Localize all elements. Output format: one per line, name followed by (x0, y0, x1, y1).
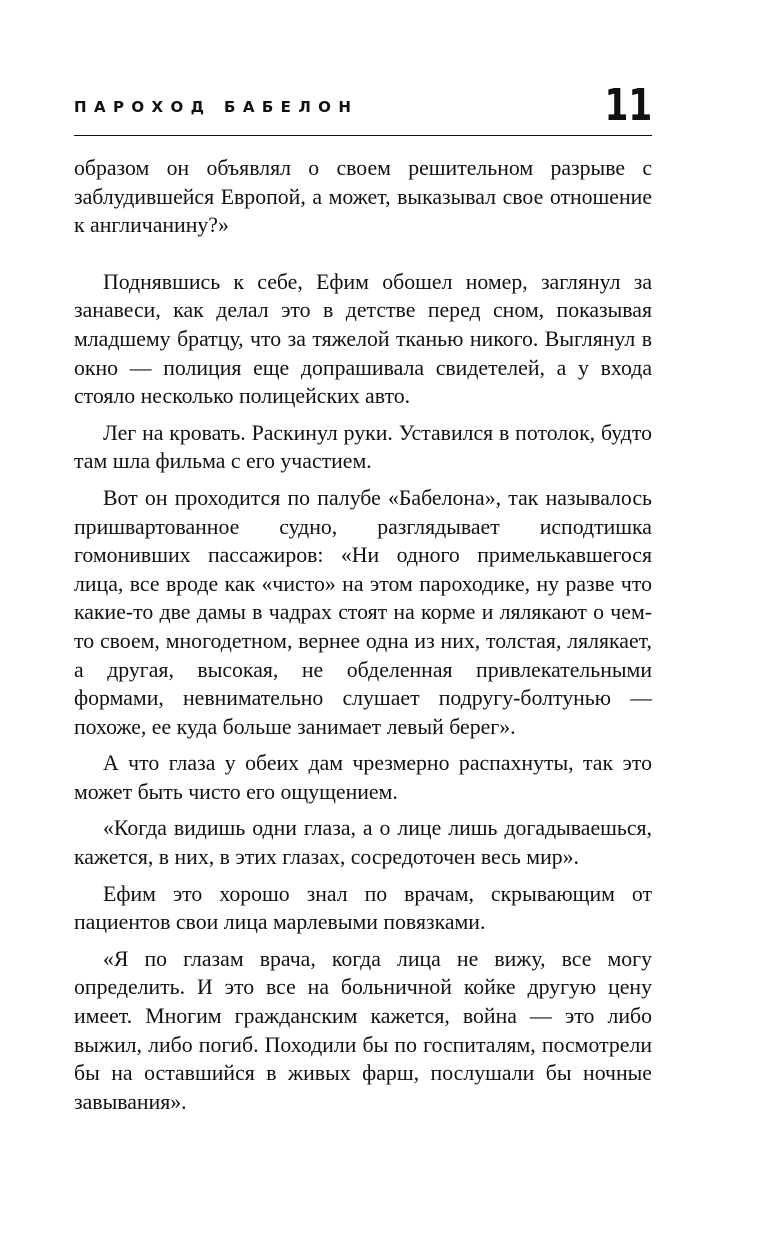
paragraph: А что глаза у обеих дам чрезмерно распахнуты, так это может быть чисто его ощущением. (74, 751, 652, 804)
paragraph: «Я по глазам врача, когда лица не вижу, все могу определить. И это все на больничной койке другую цену имеет. Многим гражданским кажется, война — это либо выжил, либо погиб. Походили бы по госпиталям, посмотрели бы на оставшийся в живых фарш, послушали бы ночные завывания». (74, 946, 652, 1114)
paragraph: Поднявшись к себе, Ефим обошел номер, заглянул за занавеси, как делал это в детстве перед сном, показывая младшему братцу, что за тяжелой тканью никого. Выглянул в окно — полиция еще допрашивала свидетелей, а у входа стояло несколько полицейских авто. (74, 269, 652, 409)
paragraph-continued: образом он объявлял о своем решительном разрыве с заблудившейся Европой, а может, выказывал свое отношение к англичанину?» (74, 156, 652, 238)
paragraph: Ефим это хорошо знал по врачам, скрывающим от пациентов свои лица марлевыми повязками. (74, 881, 652, 935)
body-text (74, 154, 652, 1116)
page-number: 11 (604, 80, 652, 131)
book-page (74, 80, 652, 1116)
paragraph: «Когда видишь одни глаза, а о лице лишь догадываешься, кажется, в них, в этих глазах, сосредоточен весь мир». (74, 816, 652, 870)
running-title: ПАРОХОД БАБЕЛОН (74, 98, 359, 116)
paragraph: Лег на кровать. Раскинул руки. Уставился в потолок, будто там шла фильма с его участием. (74, 420, 652, 474)
paragraph: Вот он проходится по палубе «Бабелона», так называлось пришвартованное судно, разглядывает исподтишка гомонивших пассажиров: «Ни одного примелькавшегося лица, все вроде как «чисто» на этом пароходике, ну разве что какие-то две дамы в чадрах стоят на корме и лялякают о чем-то своем, многодетном, вернее одна из них, толстая, лялякает, а другая, высокая, не обделенная привлекательными формами, невнимательно слушает подругу-болтунью — похоже, ее куда больше занимает левый берег». (74, 485, 652, 739)
header-rule (74, 135, 652, 136)
page-header (74, 80, 652, 138)
